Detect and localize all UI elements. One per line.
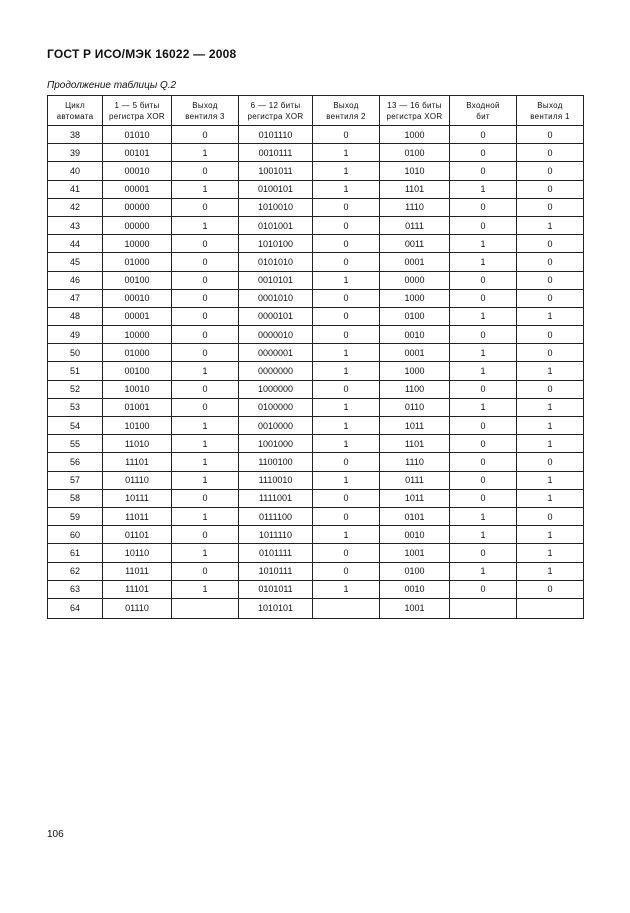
table-cell: 0: [313, 235, 380, 253]
table-cell: 1: [172, 453, 239, 471]
table-row: [48, 544, 584, 562]
table-cell: 0: [172, 398, 239, 416]
table-cell: 10111: [103, 489, 172, 507]
table-cell: 0: [517, 344, 584, 362]
table-cell: 1000000: [239, 380, 313, 398]
table-cell: 1: [313, 398, 380, 416]
table-cell: 1001: [380, 544, 450, 562]
table-cell: 11011: [103, 507, 172, 525]
table-cell: 1: [172, 507, 239, 525]
table-cell: 01110: [103, 471, 172, 489]
table-cell: 0000: [380, 271, 450, 289]
table-cell: [450, 598, 517, 618]
table-cell: 0: [517, 507, 584, 525]
table-cell: 00100: [103, 362, 172, 380]
table-cell: 0010101: [239, 271, 313, 289]
table-cell: 11101: [103, 580, 172, 598]
table-cell: 0: [517, 126, 584, 144]
table-cell: 0: [172, 235, 239, 253]
table-cell: 1010101: [239, 598, 313, 618]
table-cell: 1: [313, 526, 380, 544]
table-cell: 1010111: [239, 562, 313, 580]
table-cell: 1101: [380, 435, 450, 453]
table-cell: 1: [450, 344, 517, 362]
table-cell: 1101: [380, 180, 450, 198]
table-cell: 0: [450, 326, 517, 344]
table-cell: 1: [313, 471, 380, 489]
table-cell: 1010010: [239, 198, 313, 216]
table-cell: 0110: [380, 398, 450, 416]
column-header-gate-2-output: Выход вентиля 2: [313, 96, 380, 126]
table-cell: 43: [48, 216, 103, 234]
table-cell: 0: [517, 162, 584, 180]
table-row: [48, 380, 584, 398]
table-row: [48, 198, 584, 216]
table-cell: 1: [313, 271, 380, 289]
table-cell: 0100: [380, 307, 450, 325]
table-cell: 0: [517, 580, 584, 598]
table-cell: 1: [313, 580, 380, 598]
table-row: [48, 289, 584, 307]
table-cell: 0: [450, 144, 517, 162]
table-cell: 1: [517, 398, 584, 416]
table-cell: 1: [517, 544, 584, 562]
table-row: [48, 271, 584, 289]
table-cell: 0111: [380, 216, 450, 234]
table-cell: 0: [450, 544, 517, 562]
table-cell: 1001000: [239, 435, 313, 453]
table-cell: 1: [450, 507, 517, 525]
table-cell: 0: [450, 289, 517, 307]
table-cell: 0: [517, 180, 584, 198]
table-cell: 0: [172, 253, 239, 271]
table-cell: 00010: [103, 289, 172, 307]
table-cell: 0010: [380, 326, 450, 344]
table-cell: 0111: [380, 471, 450, 489]
table-cell: 1: [172, 580, 239, 598]
table-row: [48, 507, 584, 525]
q2-table: [47, 95, 584, 619]
table-cell: 1: [517, 362, 584, 380]
table-cell: 0000000: [239, 362, 313, 380]
table-cell: 1: [313, 435, 380, 453]
table-cell: 56: [48, 453, 103, 471]
column-header-xor-bits-6-12: 6 — 12 биты регистра XOR: [239, 96, 313, 126]
table-cell: 0010: [380, 526, 450, 544]
table-cell: 0: [172, 344, 239, 362]
table-cell: 51: [48, 362, 103, 380]
table-cell: 54: [48, 417, 103, 435]
table-cell: 01010: [103, 126, 172, 144]
table-cell: 64: [48, 598, 103, 618]
table-cell: 00101: [103, 144, 172, 162]
table-cell: 48: [48, 307, 103, 325]
table-row: [48, 235, 584, 253]
table-cell: 1111001: [239, 489, 313, 507]
table-row: [48, 362, 584, 380]
table-row: [48, 144, 584, 162]
table-cell: 1: [517, 417, 584, 435]
table-cell: 0: [313, 216, 380, 234]
table-row: [48, 435, 584, 453]
table-cell: 0: [172, 289, 239, 307]
table-cell: 1110: [380, 453, 450, 471]
table-row: [48, 253, 584, 271]
table-cell: 0100: [380, 562, 450, 580]
table-cell: 0000010: [239, 326, 313, 344]
table-cell: 0010111: [239, 144, 313, 162]
table-body: [48, 126, 584, 619]
table-cell: 0: [172, 562, 239, 580]
table-row: [48, 398, 584, 416]
table-cell: 1010: [380, 162, 450, 180]
table-cell: 0: [450, 198, 517, 216]
table-cell: 11010: [103, 435, 172, 453]
table-cell: 1: [517, 562, 584, 580]
table-row: [48, 489, 584, 507]
table-cell: 0: [172, 307, 239, 325]
table-cell: 0: [172, 326, 239, 344]
table-row: [48, 598, 584, 618]
table-cell: 00000: [103, 216, 172, 234]
table-cell: 1: [313, 144, 380, 162]
table-row: [48, 344, 584, 362]
table-cell: 0: [172, 126, 239, 144]
table-row: [48, 526, 584, 544]
table-row: [48, 453, 584, 471]
table-cell: 0010000: [239, 417, 313, 435]
table-cell: 0010: [380, 580, 450, 598]
table-cell: 1100: [380, 380, 450, 398]
table-cell: 0000101: [239, 307, 313, 325]
table-cell: 39: [48, 144, 103, 162]
table-cell: 0101010: [239, 253, 313, 271]
table-cell: 1: [517, 435, 584, 453]
table-cell: 0: [517, 326, 584, 344]
table-cell: 0: [313, 253, 380, 271]
table-cell: 1000: [380, 362, 450, 380]
table-cell: 0: [450, 453, 517, 471]
table-cell: 0101110: [239, 126, 313, 144]
table-cell: 0: [313, 198, 380, 216]
table-cell: 0: [313, 380, 380, 398]
table-cell: 10000: [103, 326, 172, 344]
table-cell: 0001010: [239, 289, 313, 307]
table-cell: 0: [517, 380, 584, 398]
table-cell: 1: [450, 562, 517, 580]
table-cell: 0001: [380, 253, 450, 271]
table-cell: 0: [313, 562, 380, 580]
table-cell: 1: [313, 180, 380, 198]
table-cell: 1: [517, 216, 584, 234]
table-row: [48, 216, 584, 234]
table-cell: 60: [48, 526, 103, 544]
table-row: [48, 126, 584, 144]
table-cell: 0: [450, 162, 517, 180]
table-cell: 1: [450, 253, 517, 271]
table-cell: 1110010: [239, 471, 313, 489]
table-cell: 1: [517, 526, 584, 544]
table-row: [48, 307, 584, 325]
table-row: [48, 562, 584, 580]
column-header-xor-bits-13-16: 13 — 16 биты регистра XOR: [380, 96, 450, 126]
table-cell: 0101011: [239, 580, 313, 598]
table-cell: 0: [450, 216, 517, 234]
table-cell: 01110: [103, 598, 172, 618]
table-cell: 0111100: [239, 507, 313, 525]
table-cell: 52: [48, 380, 103, 398]
table-cell: 0: [313, 453, 380, 471]
table-cell: 11011: [103, 562, 172, 580]
table-cell: 0: [517, 144, 584, 162]
table-cell: 1: [517, 471, 584, 489]
table-row: [48, 180, 584, 198]
table-row: [48, 580, 584, 598]
table-cell: 1: [172, 180, 239, 198]
table-cell: 01001: [103, 398, 172, 416]
table-cell: 1: [450, 307, 517, 325]
table-cell: 1000: [380, 289, 450, 307]
table-cell: 0: [172, 271, 239, 289]
table-caption: Продолжение таблицы Q.2: [47, 80, 177, 91]
table-cell: 0: [313, 544, 380, 562]
table-cell: 0: [172, 198, 239, 216]
table-cell: 62: [48, 562, 103, 580]
table-cell: 47: [48, 289, 103, 307]
table-cell: 01101: [103, 526, 172, 544]
table-cell: 0: [517, 235, 584, 253]
table-cell: 1010100: [239, 235, 313, 253]
table-cell: 49: [48, 326, 103, 344]
table-cell: 1: [172, 435, 239, 453]
table-cell: 41: [48, 180, 103, 198]
table-cell: 0: [517, 289, 584, 307]
table-cell: 0: [172, 380, 239, 398]
table-cell: 10010: [103, 380, 172, 398]
table-row: [48, 471, 584, 489]
table-cell: 0000001: [239, 344, 313, 362]
table-cell: 0: [450, 271, 517, 289]
table-cell: [172, 598, 239, 618]
table-cell: 00100: [103, 271, 172, 289]
table-cell: 42: [48, 198, 103, 216]
table-cell: 0: [313, 489, 380, 507]
table-cell: 1001: [380, 598, 450, 618]
table-cell: 44: [48, 235, 103, 253]
table-cell: 46: [48, 271, 103, 289]
table-cell: 00001: [103, 307, 172, 325]
table-cell: 0: [517, 271, 584, 289]
table-row: [48, 417, 584, 435]
table-cell: 50: [48, 344, 103, 362]
table-cell: 58: [48, 489, 103, 507]
table-cell: 1: [172, 216, 239, 234]
table-cell: 00001: [103, 180, 172, 198]
table-cell: 10000: [103, 235, 172, 253]
column-header-gate-3-output: Выход вентиля 3: [172, 96, 239, 126]
table-cell: 0: [172, 162, 239, 180]
table-cell: 0: [450, 489, 517, 507]
table-cell: 1: [172, 544, 239, 562]
table-cell: 0: [313, 326, 380, 344]
table-cell: 0: [172, 489, 239, 507]
column-header-cycle: Цикл автомата: [48, 96, 103, 126]
table-cell: 38: [48, 126, 103, 144]
table-header-row: [48, 96, 584, 126]
table-cell: 63: [48, 580, 103, 598]
table-cell: 1: [450, 362, 517, 380]
table-cell: 1: [313, 162, 380, 180]
table-cell: 00010: [103, 162, 172, 180]
table-cell: 0100: [380, 144, 450, 162]
table-cell: 0: [450, 380, 517, 398]
table-cell: 0: [313, 307, 380, 325]
table-cell: 1: [313, 362, 380, 380]
table-cell: 59: [48, 507, 103, 525]
column-header-xor-bits-1-5: 1 — 5 биты регистра XOR: [103, 96, 172, 126]
table-cell: 0: [450, 435, 517, 453]
table-cell: 0001: [380, 344, 450, 362]
table-cell: 40: [48, 162, 103, 180]
table-cell: 0: [517, 198, 584, 216]
table-cell: 0011: [380, 235, 450, 253]
table-cell: 0: [313, 289, 380, 307]
table-cell: 1: [517, 307, 584, 325]
table-cell: 1011: [380, 489, 450, 507]
table-cell: 0: [517, 453, 584, 471]
table-cell: [313, 598, 380, 618]
table-cell: 55: [48, 435, 103, 453]
table-cell: 1: [517, 489, 584, 507]
table-cell: 1110: [380, 198, 450, 216]
table-row: [48, 162, 584, 180]
table-cell: 00000: [103, 198, 172, 216]
column-header-input-bit: Входной бит: [450, 96, 517, 126]
table-cell: 10110: [103, 544, 172, 562]
table-cell: 0: [450, 471, 517, 489]
table-cell: 45: [48, 253, 103, 271]
table-cell: 0: [450, 580, 517, 598]
table-cell: 0: [450, 126, 517, 144]
table-cell: 1100100: [239, 453, 313, 471]
table-cell: 1: [313, 344, 380, 362]
table-cell: 0: [313, 126, 380, 144]
table-cell: 1: [450, 398, 517, 416]
table-cell: 1001011: [239, 162, 313, 180]
table-cell: 0101111: [239, 544, 313, 562]
table-cell: 1: [450, 526, 517, 544]
table-cell: 1: [450, 180, 517, 198]
table-cell: 01000: [103, 253, 172, 271]
table-cell: 61: [48, 544, 103, 562]
document-header: ГОСТ Р ИСО/МЭК 16022 — 2008: [47, 47, 237, 61]
table-cell: 0100101: [239, 180, 313, 198]
table-cell: 1: [450, 235, 517, 253]
table-cell: 0: [517, 253, 584, 271]
table-cell: 57: [48, 471, 103, 489]
table-cell: 11101: [103, 453, 172, 471]
table-cell: 0: [313, 507, 380, 525]
table-cell: 1000: [380, 126, 450, 144]
page-number: 106: [47, 829, 64, 840]
table-row: [48, 326, 584, 344]
table-cell: [517, 598, 584, 618]
table-cell: 1011110: [239, 526, 313, 544]
table-cell: 1: [172, 362, 239, 380]
table-cell: 1: [172, 144, 239, 162]
table-cell: 0: [450, 417, 517, 435]
table-cell: 53: [48, 398, 103, 416]
table-cell: 10100: [103, 417, 172, 435]
column-header-gate-1-output: Выход вентиля 1: [517, 96, 584, 126]
table-cell: 1: [172, 471, 239, 489]
table-cell: 0100000: [239, 398, 313, 416]
table-cell: 1: [313, 417, 380, 435]
table-cell: 1011: [380, 417, 450, 435]
table-cell: 1: [172, 417, 239, 435]
table-cell: 0101: [380, 507, 450, 525]
table-cell: 01000: [103, 344, 172, 362]
table-cell: 0101001: [239, 216, 313, 234]
table-cell: 0: [172, 526, 239, 544]
